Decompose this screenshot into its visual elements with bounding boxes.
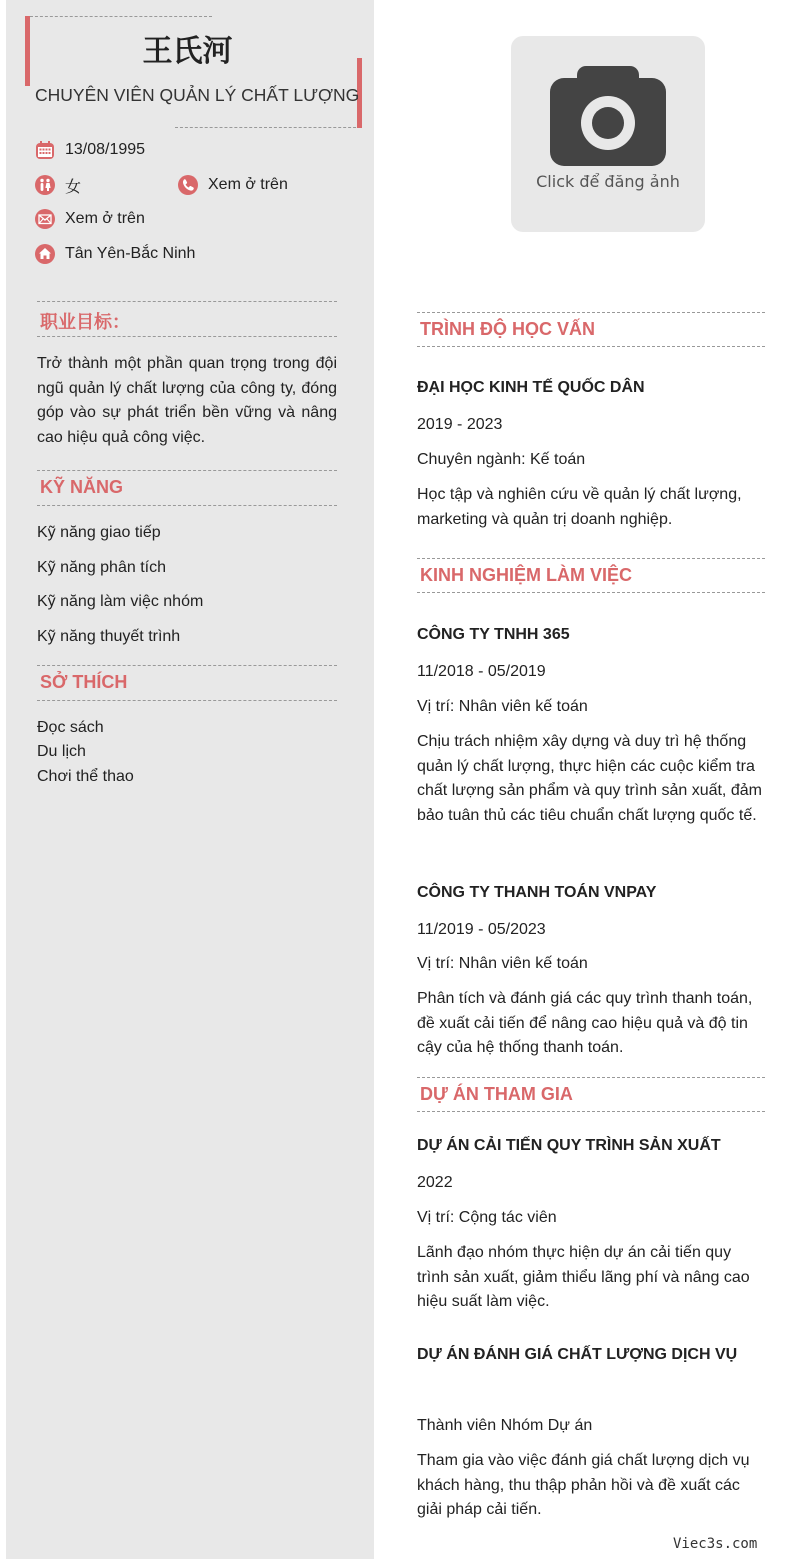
footer-brand: Viec3s.com <box>673 1536 758 1552</box>
job-period[interactable]: 11/2018 - 05/2019 <box>417 663 546 680</box>
hobby-item[interactable]: Đọc sách <box>37 719 104 736</box>
projects-heading-text: DỰ ÁN THAM GIA <box>420 1084 573 1104</box>
photo-caption: Click để đăng ảnh <box>536 172 680 191</box>
hobbies-heading-text: SỞ THÍCH <box>40 672 128 692</box>
address-value: Tân Yên-Bắc Ninh <box>65 245 196 262</box>
divider <box>175 127 361 128</box>
calendar-icon <box>35 140 55 160</box>
projects-heading <box>417 1077 765 1112</box>
skill-item[interactable]: Kỹ năng làm việc nhóm <box>37 593 204 610</box>
phone-value: Xem ở trên <box>208 176 288 193</box>
objective-text[interactable]: Trở thành một phần quan trọng trong đội ngũ quản lý chất lượng của công ty, đóng góp vào sự phát triển bền vững và nâng cao hiệu quả công việc. <box>37 355 337 446</box>
job-company[interactable]: CÔNG TY TNHH 365 <box>417 626 570 643</box>
skills-heading-text: KỸ NĂNG <box>40 477 124 497</box>
name-block <box>0 0 380 130</box>
hobbies-heading <box>37 665 337 701</box>
job-position[interactable]: Vị trí: Nhân viên kế toán <box>417 955 588 972</box>
hobby-item[interactable]: Du lịch <box>37 743 86 760</box>
info-birthdate[interactable] <box>35 139 145 161</box>
experience-heading <box>417 558 765 593</box>
photo-upload[interactable] <box>511 36 705 232</box>
birthdate-value: 13/08/1995 <box>65 141 146 158</box>
project-description[interactable]: Tham gia vào việc đánh giá chất lượng dịch vụ khách hàng, thu thập phản hồi và đề xuất các giải pháp cải tiến. <box>417 1452 750 1518</box>
project-name[interactable]: DỰ ÁN ĐÁNH GIÁ CHẤT LƯỢNG DỊCH VỤ <box>417 1346 738 1363</box>
gender-value: 女 <box>65 178 82 196</box>
camera-icon <box>550 64 666 166</box>
info-gender[interactable] <box>35 174 81 196</box>
info-address[interactable] <box>35 243 195 265</box>
education-description[interactable]: Học tập và nghiên cứu về quản lý chất lượng, marketing và quản trị doanh nghiệp. <box>417 486 742 528</box>
job-period[interactable]: 11/2019 - 05/2023 <box>417 921 546 938</box>
project-position[interactable]: Thành viên Nhóm Dự án <box>417 1417 593 1434</box>
gender-icon <box>35 175 55 195</box>
education-heading-text: TRÌNH ĐỘ HỌC VẤN <box>420 319 595 339</box>
job-description[interactable]: Phân tích và đánh giá các quy trình thanh toán, đề xuất cải tiến để nâng cao hiệu quả và độ tin cậy của hệ thống thanh toán. <box>417 990 753 1056</box>
objective-heading <box>37 301 337 337</box>
skill-item[interactable]: Kỹ năng thuyết trình <box>37 628 181 645</box>
email-value: Xem ở trên <box>65 210 145 227</box>
divider <box>25 16 212 17</box>
info-email[interactable] <box>35 208 145 230</box>
education-heading <box>417 312 765 347</box>
job-title[interactable]: CHUYÊN VIÊN QUẢN LÝ CHẤT LƯỢNG <box>35 85 360 105</box>
objective-heading-text: 职业目标： <box>40 312 130 332</box>
accent-bar <box>25 16 30 86</box>
education-major[interactable]: Chuyên ngành: Kế toán <box>417 451 586 468</box>
skill-item[interactable]: Kỹ năng giao tiếp <box>37 524 161 541</box>
skill-item[interactable]: Kỹ năng phân tích <box>37 559 166 576</box>
candidate-name[interactable]: 王氏河 <box>142 34 233 69</box>
info-phone[interactable] <box>178 174 288 196</box>
job-description[interactable]: Chịu trách nhiệm xây dựng và duy trì hệ thống quản lý chất lượng, thực hiện các cuộc kiểm tra chất lượng sản phẩm và quy trình sản xuất, đảm bảo tuân thủ các tiêu chuẩn chất lượng quốc tế. <box>417 733 762 824</box>
project-description[interactable]: Lãnh đạo nhóm thực hiện dự án cải tiến quy trình sản xuất, giảm thiểu lãng phí và nâng cao hiệu suất làm việc. <box>417 1244 750 1310</box>
home-icon <box>35 244 55 264</box>
project-name[interactable]: DỰ ÁN CẢI TIẾN QUY TRÌNH SẢN XUẤT <box>417 1137 721 1154</box>
hobby-item[interactable]: Chơi thể thao <box>37 768 134 785</box>
skills-heading <box>37 470 337 506</box>
job-company[interactable]: CÔNG TY THANH TOÁN VNPAY <box>417 884 657 901</box>
email-icon <box>35 209 55 229</box>
phone-icon <box>178 175 198 195</box>
experience-heading-text: KINH NGHIỆM LÀM VIỆC <box>420 565 633 585</box>
education-period[interactable]: 2019 - 2023 <box>417 416 503 433</box>
project-period[interactable]: 2022 <box>417 1174 453 1191</box>
job-position[interactable]: Vị trí: Nhân viên kế toán <box>417 698 588 715</box>
project-position[interactable]: Vị trí: Cộng tác viên <box>417 1209 557 1226</box>
school-name[interactable]: ĐẠI HỌC KINH TẾ QUỐC DÂN <box>417 379 645 396</box>
